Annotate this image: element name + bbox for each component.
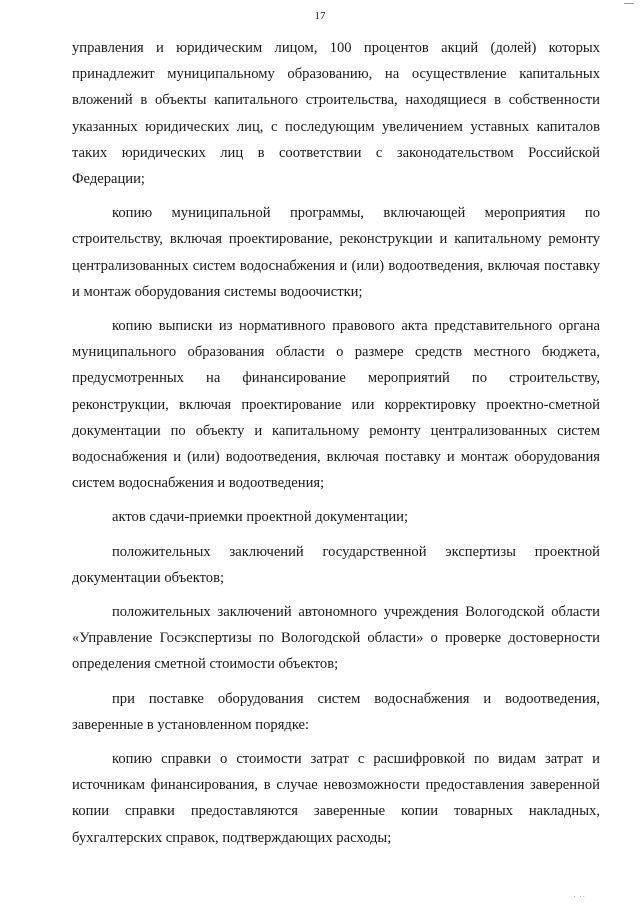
paragraph-equipment-supply: при поставке оборудования систем водоснабжения и водоотведения, заверенные в установленном порядке: bbox=[72, 690, 600, 733]
document-body bbox=[72, 35, 600, 859]
scan-corner-mark: · ·· bbox=[573, 893, 586, 901]
paragraph-continuation: управления и юридическим лицом, 100 процентов акций (долей) которых принадлежит муниципальному образованию, на осуществление капитальных вложений в объекты капитального строительства, находящиеся в собственности указанных юридических лиц, с последующим увеличением уставных капиталов таких юридических лиц в соответствии с законодательством Российской Федерации; bbox=[72, 40, 600, 188]
paragraph-municipal-program: копию муниципальной программы, включающей мероприятия по строительству, включая проектирование, реконструкции и капитальному ремонту централизованных систем водоснабжения и (или) водоотведения, включая поставку и монтаж оборудования системы водоочистки; bbox=[72, 205, 600, 300]
paragraph-gosexpertiza-conclusions: положительных заключений автономного учреждения Вологодской области «Управление Госэкспертизы по Вологодской области» о проверке достоверности определения сметной стоимости объектов; bbox=[72, 604, 600, 673]
paragraph-state-expertise: положительных заключений государственной экспертизы проектной документации объектов; bbox=[72, 543, 600, 586]
page-number: 17 bbox=[314, 10, 326, 22]
scan-edge-mark bbox=[624, 0, 634, 4]
paragraph-acceptance-acts: актов сдачи-приемки проектной документации; bbox=[112, 509, 409, 526]
paragraph-cost-certificate: копию справки о стоимости затрат с расшифровкой по видам затрат и источникам финансирования, в случае невозможности предоставления заверенной копии справки предоставляются заверенные копии товарных накладных, бухгалтерских справок, подтверждающих расходы; bbox=[72, 751, 600, 846]
paragraph-budget-extract: копию выписки из нормативного правового акта представительного органа муниципального образования области о размере средств местного бюджета, предусмотренных на финансирование мероприятий по строительству, реконструкции, включая проектирование или корректировку проектно-сметной документации по объекту и капитальному ремонту централизованных систем водоснабжения и (или) водоотведения, включая поставку и монтаж оборудования систем водоснабжения и водоотведения; bbox=[72, 318, 600, 492]
